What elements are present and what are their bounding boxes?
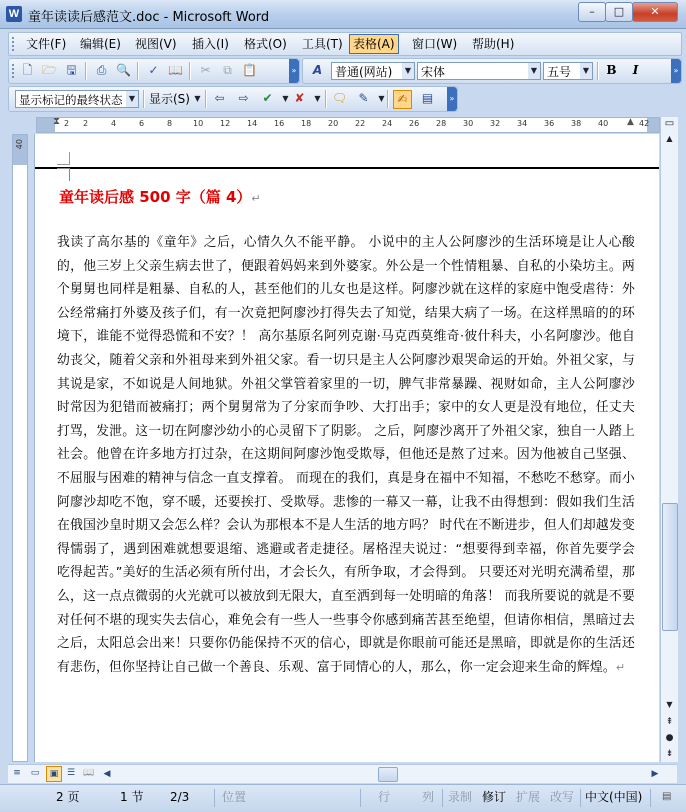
new-document-icon[interactable]: 🗋 (22, 63, 33, 77)
maximize-button[interactable]: □ (605, 2, 633, 22)
scroll-left-icon[interactable]: ◀ (103, 769, 111, 779)
word-app-icon[interactable]: W (6, 6, 22, 22)
previous-page-icon[interactable]: ⇞ (665, 717, 674, 727)
web-layout-view-icon[interactable]: ▭ (30, 768, 40, 778)
save-icon[interactable]: 🖫 (66, 63, 77, 77)
spelling-status-icon[interactable]: ▤ (662, 791, 672, 802)
track-changes-icon[interactable]: ✍ (393, 90, 412, 109)
toolbar-separator (205, 90, 207, 108)
document-page[interactable] (34, 134, 659, 762)
ruler-tick: 18 (301, 119, 312, 128)
chevron-down-icon[interactable]: ▼ (314, 94, 321, 103)
reading-layout-view-icon[interactable]: 📖 (83, 768, 95, 778)
status-divider (580, 789, 581, 807)
styles-pane-icon[interactable]: A (312, 63, 323, 77)
status-divider (442, 789, 443, 807)
vertical-ruler-label: 40 (15, 139, 24, 150)
first-line-indent-marker[interactable]: ⧗ (53, 116, 61, 127)
reviewing-pane-icon[interactable]: ▤ (421, 91, 434, 105)
show-menu-button[interactable]: 显示(S) (149, 92, 190, 106)
vertical-scrollbar[interactable] (660, 117, 678, 762)
ruler-tick: 4 (111, 119, 117, 128)
toolbar-options-chevron-icon[interactable]: » (671, 59, 681, 83)
menu-view[interactable]: 视图(V) (135, 37, 177, 51)
menu-grip-handle[interactable] (12, 37, 17, 51)
title-bar (0, 0, 686, 29)
reviewing-toolbar (8, 86, 458, 112)
document-body-text: 我读了高尔基的《童年》之后，心情久久不能平静。 小说中的主人公阿廖沙的生活环境是让人心酸的，他三岁上父亲生病去世了，便跟着妈妈来到外婆家。外公是一个性情粗暴、自私的小染坊主。两个舅舅也同样是粗暴、自私的人，甚至他们的儿女也是这样。阿廖沙就在这样的家庭中饱受虐待：外公经常痛打外婆及孩子们，有一次竟把阿廖沙打得失去了知觉，结果大病了一场。在这样黑暗的的环境下，谁能不觉得恐慌和不安？！ 高尔基原名阿列克谢·马克西莫维奇·彼什科夫，小名阿廖沙。他自幼丧父，随着父亲和外祖母来到外祖父家。看一切只是主人公阿廖沙艰哭命运的开始。外祖父家，与其说是家，不如说是人间地狱。外祖父掌管着家里的一切，脾气非常暴躁、视财如命，主人公阿廖沙时常因为犯错而被痛打；两个舅舅常为了分家而争吵、大打出手；家中的女人更是没有地位，任丈夫打骂，发泄。这一切在阿廖沙幼小的心灵留下了阴影。 之后，阿廖沙离开了外祖父家，独自一人踏上社会。他曾在许多地方打过杂，在这期间阿廖沙饱受欺辱，但他还是熬了过来。因为他被自己坚强、不屈服与困难的精神与信念一直支撑着。 而现在的我们，真是身在福中不知福，不愁吃不愁穿。而小阿廖沙却吃不饱，穿不暖，还要挨打、受欺辱。悲惨的一幕又一幕，让我不由得想到：假如我们生活在俄国沙皇时期又会怎么样？会认为那根本不是人生活的地方吗？ 时代在不断进步，但人们却越发变得懦弱了，遇到困难就想要退缩、逃避或者走捷径。屠格涅夫说过：“想要得到幸福，你首先要学会吃得起苦。”美好的生活必须有所付出，才会长久，有所争取，才会得到。 只要还对光明充满希望，那么，这一点点微弱的火光就可以被放到无限大，直至洒到每一处明暗的角落！ 而我所要说的就是不要对任何不堪的现实失去信心，难免会有一些人一些事令你感到痛苦甚至绝望，但请你相信，黑暗过去之后，太阳总会出来！只要你仍能保持不灭的信心，即就是你眼前可能还是黑暗，即就是你的生活还有悲伤，但你坚持让自己做一个善良、乐观、富于同情心的人，那么，你一定会迎来生命的辉煌。 (57, 235, 635, 675)
status-extend[interactable]: 扩展 (516, 790, 541, 804)
toolbar-options-chevron-icon[interactable]: » (289, 59, 299, 83)
ruler-tick: 10 (193, 119, 204, 128)
paragraph-mark: ↵ (615, 660, 626, 674)
copy-icon[interactable]: ⧉ (223, 63, 232, 77)
bold-button[interactable]: B (606, 63, 617, 77)
highlight-icon[interactable]: ✎ (358, 91, 369, 105)
view-ruler-icon[interactable]: ▭ (664, 118, 675, 129)
display-for-review-value: 显示标记的最终状态 (19, 93, 123, 107)
ruler-tick: 38 (571, 119, 582, 128)
research-icon[interactable]: 📖 (168, 63, 183, 77)
ruler-tick: 20 (328, 119, 339, 128)
menu-insert[interactable]: 插入(I) (192, 37, 229, 51)
status-line[interactable]: 行 (378, 790, 391, 804)
page-break-line (35, 167, 659, 169)
normal-view-icon[interactable]: ≡ (13, 768, 21, 778)
crop-mark (57, 168, 70, 181)
close-button[interactable]: ✕ (632, 2, 678, 22)
menu-window[interactable]: 窗口(W) (412, 37, 458, 51)
chevron-down-icon[interactable]: ▼ (126, 91, 138, 107)
status-divider (360, 789, 361, 807)
paragraph-mark: ↵ (251, 192, 261, 205)
toolbar-grip-handle[interactable] (12, 64, 16, 78)
chevron-down-icon[interactable]: ▼ (194, 94, 201, 103)
style-select[interactable] (331, 62, 415, 80)
right-indent-marker[interactable]: ▲ (627, 117, 634, 127)
print-preview-icon[interactable]: 🔍 (116, 63, 131, 77)
ruler-tick: 24 (382, 119, 393, 128)
accept-change-icon[interactable]: ✔ (262, 91, 273, 105)
reject-change-icon[interactable]: ✘ (294, 91, 305, 105)
status-language[interactable]: 中文(中国) (585, 790, 643, 804)
ruler-tick: 2 (64, 119, 70, 128)
font-size-value: 五号 (547, 65, 572, 79)
menu-tools[interactable]: 工具(T) (302, 37, 343, 51)
ruler-tick: 34 (517, 119, 528, 128)
toolbar-separator (189, 62, 191, 80)
previous-change-icon[interactable]: ⇦ (214, 91, 225, 105)
document-body[interactable] (57, 231, 635, 679)
next-page-icon[interactable]: ⇟ (665, 749, 674, 759)
ruler-tick: 14 (247, 119, 258, 128)
crop-mark (57, 152, 70, 165)
status-record[interactable]: 录制 (448, 790, 473, 804)
ruler-tick: 40 (598, 119, 609, 128)
paste-icon[interactable]: 📋 (242, 63, 257, 77)
toolbar-separator (85, 62, 87, 80)
menu-format[interactable]: 格式(O) (244, 37, 287, 51)
horizontal-ruler[interactable] (36, 117, 660, 133)
document-heading-text: 童年读后感 500 字（篇 4） (59, 188, 252, 206)
spelling-icon[interactable]: ✓ (148, 63, 159, 77)
outline-view-icon[interactable]: ☰ (66, 768, 76, 778)
ruler-tick: 22 (355, 119, 366, 128)
ruler-tick: 36 (544, 119, 555, 128)
status-column[interactable]: 列 (422, 790, 435, 804)
display-for-review-select[interactable] (15, 90, 139, 108)
status-section[interactable]: 1 节 (120, 790, 144, 804)
vertical-ruler[interactable] (12, 134, 28, 762)
status-overwrite[interactable]: 改写 (550, 790, 575, 804)
menu-table[interactable]: 表格(A) (349, 34, 399, 54)
ruler-tick: 8 (167, 119, 173, 128)
toolbar-options-chevron-icon[interactable]: » (447, 87, 457, 111)
chevron-down-icon[interactable]: ▼ (378, 94, 385, 103)
status-page-of[interactable]: 2/3 (170, 790, 190, 804)
document-heading[interactable] (59, 186, 261, 207)
next-change-icon[interactable]: ⇨ (238, 91, 249, 105)
minimize-button[interactable]: – (578, 2, 606, 22)
style-select-value: 普通(网站) (335, 65, 393, 79)
chevron-down-icon[interactable]: ▼ (282, 94, 289, 103)
new-comment-icon[interactable]: 🗨 (331, 91, 348, 105)
horizontal-scrollbar-thumb[interactable] (378, 767, 398, 782)
status-revise[interactable]: 修订 (482, 790, 507, 804)
ruler-tick: 6 (139, 119, 145, 128)
status-bar (0, 784, 686, 812)
toolbar-separator (325, 90, 327, 108)
menu-help[interactable]: 帮助(H) (472, 37, 515, 51)
menu-edit[interactable]: 编辑(E) (80, 37, 121, 51)
status-divider (214, 789, 215, 807)
chevron-down-icon[interactable]: ▼ (402, 63, 414, 79)
scrollbar-thumb[interactable] (662, 503, 678, 631)
menu-bar (8, 32, 682, 56)
print-icon[interactable]: ⎙ (96, 63, 107, 77)
cut-icon[interactable]: ✂ (200, 63, 211, 77)
menu-file[interactable]: 文件(F) (26, 37, 67, 51)
status-divider (650, 789, 651, 807)
font-select[interactable] (417, 62, 541, 80)
ruler-tick: 30 (463, 119, 474, 128)
toolbar-separator (143, 90, 145, 108)
standard-toolbar (8, 58, 300, 84)
status-position[interactable]: 位置 (222, 790, 247, 804)
open-folder-icon[interactable]: 🗁 (42, 63, 57, 77)
ruler-tick: 16 (274, 119, 285, 128)
select-browse-object-icon[interactable]: ● (665, 733, 674, 743)
scroll-right-icon[interactable]: ▶ (651, 769, 659, 779)
chevron-down-icon[interactable]: ▼ (580, 63, 592, 79)
toolbar-separator (137, 62, 139, 80)
view-bar (8, 764, 677, 783)
ruler-tick: 42 (639, 119, 650, 128)
font-select-value: 宋体 (421, 65, 446, 79)
ruler-tick: 2 (83, 119, 89, 128)
font-size-select[interactable] (543, 62, 593, 80)
scroll-down-icon[interactable]: ▼ (666, 700, 673, 709)
ruler-tick: 32 (490, 119, 501, 128)
chevron-down-icon[interactable]: ▼ (528, 63, 540, 79)
italic-button[interactable]: I (632, 63, 639, 77)
ruler-tick: 28 (436, 119, 447, 128)
horizontal-scrollbar[interactable] (100, 767, 662, 781)
ruler-tick: 26 (409, 119, 420, 128)
toolbar-separator (387, 90, 389, 108)
status-page[interactable]: 2 页 (56, 790, 80, 804)
toolbar-separator (597, 62, 599, 80)
scroll-up-icon[interactable]: ▲ (666, 134, 673, 143)
ruler-tick: 12 (220, 119, 231, 128)
formatting-toolbar (302, 58, 682, 84)
print-layout-view-icon[interactable]: ▣ (46, 766, 62, 782)
window-title: 童年读读后感范文.doc - Microsoft Word (28, 10, 270, 25)
